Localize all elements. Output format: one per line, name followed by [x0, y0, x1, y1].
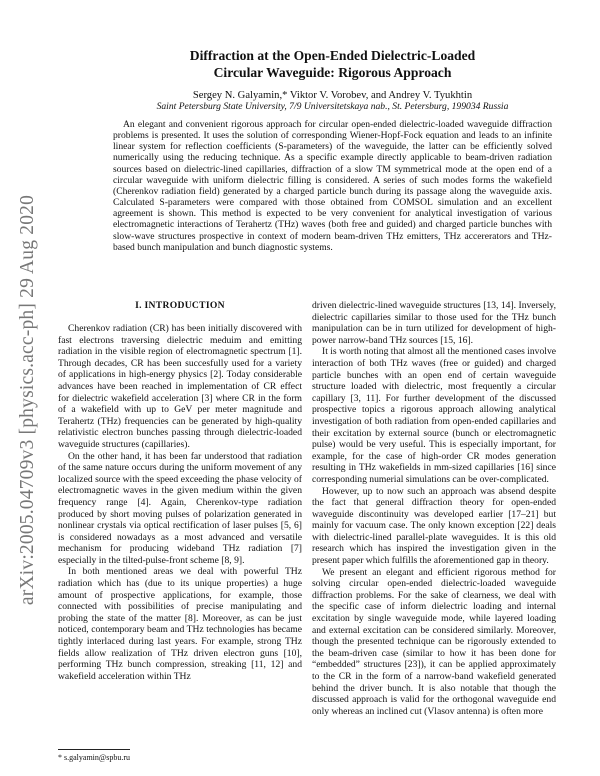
title-line-1: Diffraction at the Open-Ended Dielectric-Loaded [189, 48, 476, 63]
section-heading-introduction: I. INTRODUCTION [135, 300, 225, 311]
paragraph: driven dielectric-lined waveguide structures [13, 14]. Inversely, dielectric capillaries similar to those used for the THz bunch manipulation can be in turn utilized for development of high-power narrow-band THz sources [15, 16]. [312, 300, 556, 346]
footnote-email: * s.galyamin@spbu.ru [58, 753, 131, 762]
paragraph: In both mentioned areas we deal with powerful THz radiation which has (due to its unique properties) a huge amount of prospective applications, for example, those connected with possibilities of precise manipulating and probing the state of the matter [8]. Moreover, as can be just noticed, contemporary beam and THz technologies has became tightly interlaced during last years. For example, strong THz fields allow realization of THz driven electron guns [10], performing THz bunch compression, streaking [11, 12] and wakefield acceleration within THz [58, 566, 302, 682]
right-column [312, 300, 556, 717]
arxiv-identifier-stamp [6, 190, 50, 610]
footnote-divider [58, 749, 130, 750]
title-line-2: Circular Waveguide: Rigorous Approach [213, 64, 452, 80]
arxiv-identifier-text: arXiv:2005.04709v3 [physics.acc-ph] 29 Aug 2020 [17, 194, 39, 606]
author-list: Sergey N. Galyamin,* Viktor V. Vorobev, and Andrey V. Tyukhtin [192, 90, 473, 101]
paragraph: Cherenkov radiation (CR) has been initially discovered with fast electrons traversing dielectric meduim and emitting radiation in the visible region of electromagnetic spectrum [1]. Through decades, CR has been succesfully used for a variety of applications in high-energy physics [2]. Today considerable advances have been reached in implementation of CR effect for dielectric wakefield acceleration [3] where CR in the form of a wakefield with up to GeV per meter magnitude and Terahertz (THz) frequencies can be generated by high-quality relativistic electron bunches passing through dielectric-loaded waveguide structures (capillaries). [58, 323, 302, 450]
affiliation: Saint Petersburg State University, 7/9 Universitetskaya nab., St. Petersburg, 199034 Russia [156, 101, 509, 112]
paragraph: We present an elegant and efficient rigorous method for solving circular open-ended dielectric-loaded waveguide diffraction problems. For the sake of clearness, we deal with the specific case of inform dielectric loading and internal excitation by single waveguide mode, while layered loading and external excitation can be considered similarly. Moreover, though the presented technique can be rigorously extended to the beam-driven case (similar to how it has been done for “embedded” structures [23]), it can be applied approximately to the CR in the form of a narrow-band wakefield generated behind the driver bunch. It is also notable that though the discussed approach is valid for the orthogonal waveguide end only whereas an inclined cut (Vlasov antenna) is often more [312, 566, 556, 717]
abstract: An elegant and convenient rigorous approach for circular open-ended dielectric-loaded waveguide diffraction problems is presented. It uses the solution of corresponding Wiener-Hopf-Fock equation and leads to an infinite linear system for reflection coefficients (S-parameters) of the waveguide, the latter can be efficiently solved numerically using the reducing technique. As a specific example directly applicable to beam-driven radiation sources based on dielectric-lined capillaries, diffraction of a slow TM symmetrical mode at the open end of a circular waveguide with uniform dielectric filling is considered. A series of such modes forms the wakefield (Cherenkov radiation field) generated by a charged particle bunch during its passage along the waveguide axis. Calculated S-parameters were compared with those obtained from COMSOL simulation and an excellent agreement is shown. This method is expected to be very convenient for analytical investigation of various electromagnetic interactions of Terahertz (THz) waves (both free and guided) and charged particle bunches with slow-wave structures prospective in context of modern beam-driven THz emitters, THz accererators and THz-based bunch manipulation and bunch diagnostic systems. [113, 119, 552, 253]
paragraph: On the other hand, it has been far understood that radiation of the same nature occurs during the uniform movement of any localized source with the speed exceeding the phase velocity of electromagnetic waves in the given medium within the given frequency range [4]. Again, Cherenkov-type radiation produced by short moving pulses of polarization generated in nonlinear crystals via optical rectification of laser pulses [5, 6] is considered nowadays as a most advanced and versatile mechanism for producing wideband THz radiation [7] especially in the tilted-pulse-front scheme [8, 9]. [58, 450, 302, 566]
paragraph: However, up to now such an approach was absend despite the fact that general diffraction theory for open-ended waveguide discontinuity was developed earlier [17–21] but mainly for vacuum case. The only known exception [22] deals with dielectric-lined parallel-plate waveguides. It is this old research which has inspired the investigation given in the present paper which fulfills the aforementioned gap in theory. [312, 485, 556, 567]
left-column [58, 323, 302, 682]
paragraph: It is worth noting that almost all the mentioned cases involve interaction of both THz waves (free or guided) and charged particle bunches with an open end of certain waveguide structure loaded with dielectric, most frequently a circular capillary [3, 11]. For further development of the discussed prospective topics a rigorous approach allowing analytical investigation of both radiation from open-ended capillaries and their excitation by external source (bunch or electromagnetic pulse) would be very useful. This is especially important, for example, for the case of high-order CR modes generation resulting in THz wakefields in mm-sized capillaries [16] since corresponding numerial simulations can be over-complicated. [312, 346, 556, 485]
paper-title [80, 48, 585, 81]
